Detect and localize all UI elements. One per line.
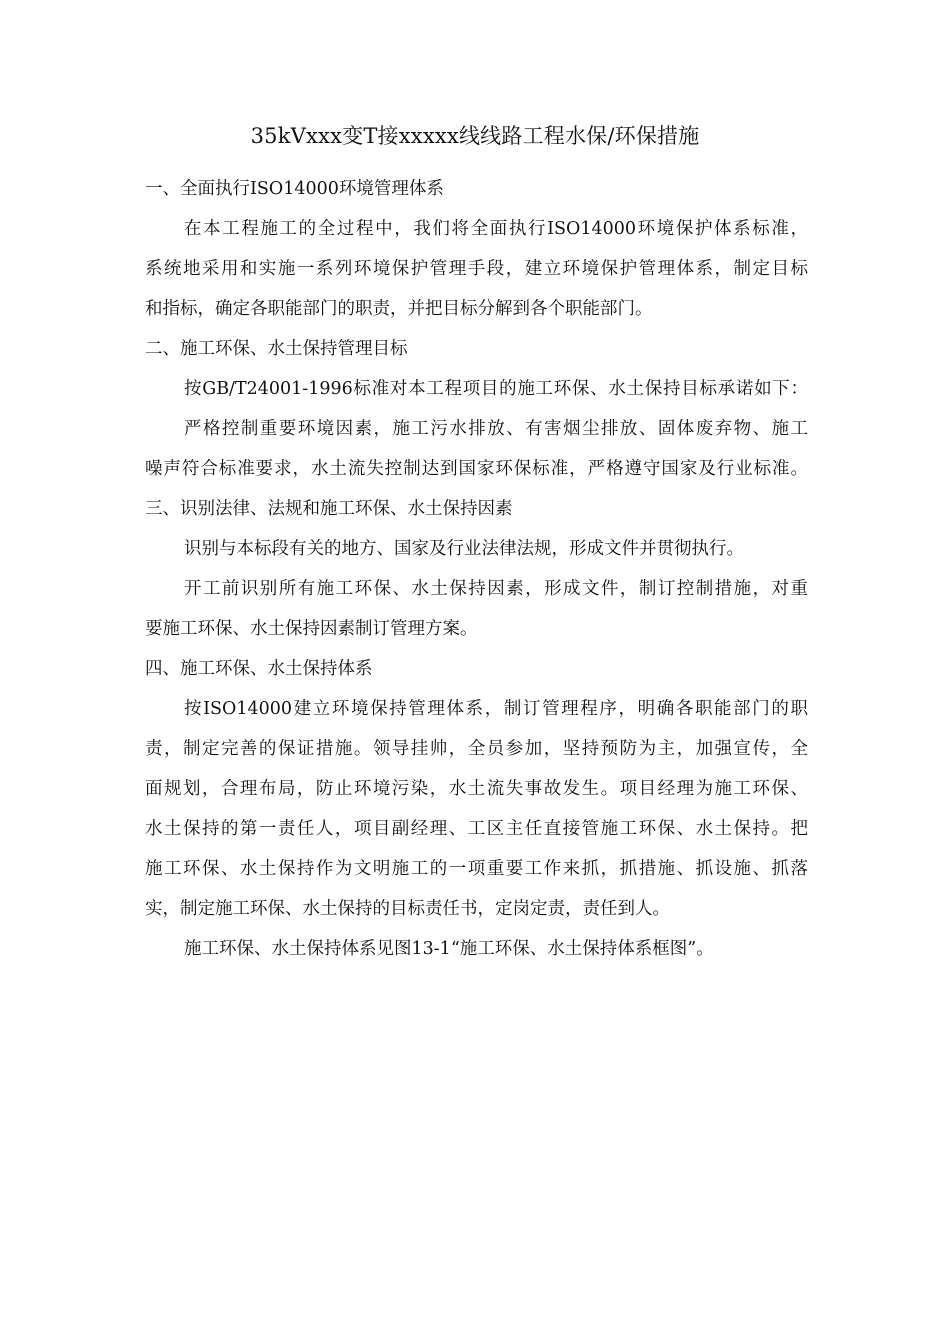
paragraph-line: 按GB/T24001-1996标准对本工程项目的施工环保、水土保持目标承诺如下： bbox=[184, 379, 808, 399]
section-heading-2: 二、施工环保、水土保持管理目标 bbox=[145, 339, 408, 359]
section-heading-3: 三、识别法律、法规和施工环保、水土保持因素 bbox=[145, 499, 513, 519]
paragraph-line: 开工前识别所有施工环保、水土保持因素，形成文件，制订控制措施，对重 bbox=[184, 579, 808, 599]
paragraph-line: 按ISO14000建立环境保持管理体系，制订管理程序，明确各职能部门的职 bbox=[184, 699, 808, 719]
section-heading-4: 四、施工环保、水土保持体系 bbox=[145, 659, 373, 679]
document-title: 35kVxxx变T接xxxxx线线路工程水保/环保措施 bbox=[250, 124, 700, 148]
paragraph-line: 和指标，确定各职能部门的职责，并把目标分解到各个职能部门。 bbox=[145, 299, 653, 319]
paragraph-line: 在本工程施工的全过程中，我们将全面执行ISO14000环境保护体系标准， bbox=[184, 219, 808, 239]
paragraph-line: 施工环保、水土保持体系见图13-1“施工环保、水土保持体系框图”。 bbox=[184, 939, 714, 959]
paragraph-line: 水土保持的第一责任人，项目副经理、工区主任直接管施工环保、水土保持。把 bbox=[145, 819, 808, 839]
paragraph-line: 噪声符合标准要求，水土流失控制达到国家环保标准，严格遵守国家及行业标准。 bbox=[145, 459, 808, 479]
paragraph-line: 面规划，合理布局，防止环境污染，水土流失事故发生。项目经理为施工环保、 bbox=[145, 779, 808, 799]
paragraph-line: 要施工环保、水土保持因素制订管理方案。 bbox=[145, 619, 478, 639]
paragraph-line: 施工环保、水土保持作为文明施工的一项重要工作来抓，抓措施、抓设施、抓落 bbox=[145, 859, 808, 879]
paragraph-line: 严格控制重要环境因素，施工污水排放、有害烟尘排放、固体废弃物、施工 bbox=[184, 419, 808, 439]
paragraph-line: 责，制定完善的保证措施。领导挂帅，全员参加，坚持预防为主，加强宣传，全 bbox=[145, 739, 808, 759]
section-heading-1: 一、全面执行ISO14000环境管理体系 bbox=[145, 179, 444, 199]
paragraph-line: 系统地采用和实施一系列环境保护管理手段，建立环境保护管理体系，制定目标 bbox=[145, 259, 808, 279]
paragraph-line: 实，制定施工环保、水土保持的目标责任书，定岗定责，责任到人。 bbox=[145, 899, 670, 919]
paragraph-line: 识别与本标段有关的地方、国家及行业法律法规，形成文件并贯彻执行。 bbox=[184, 539, 744, 559]
